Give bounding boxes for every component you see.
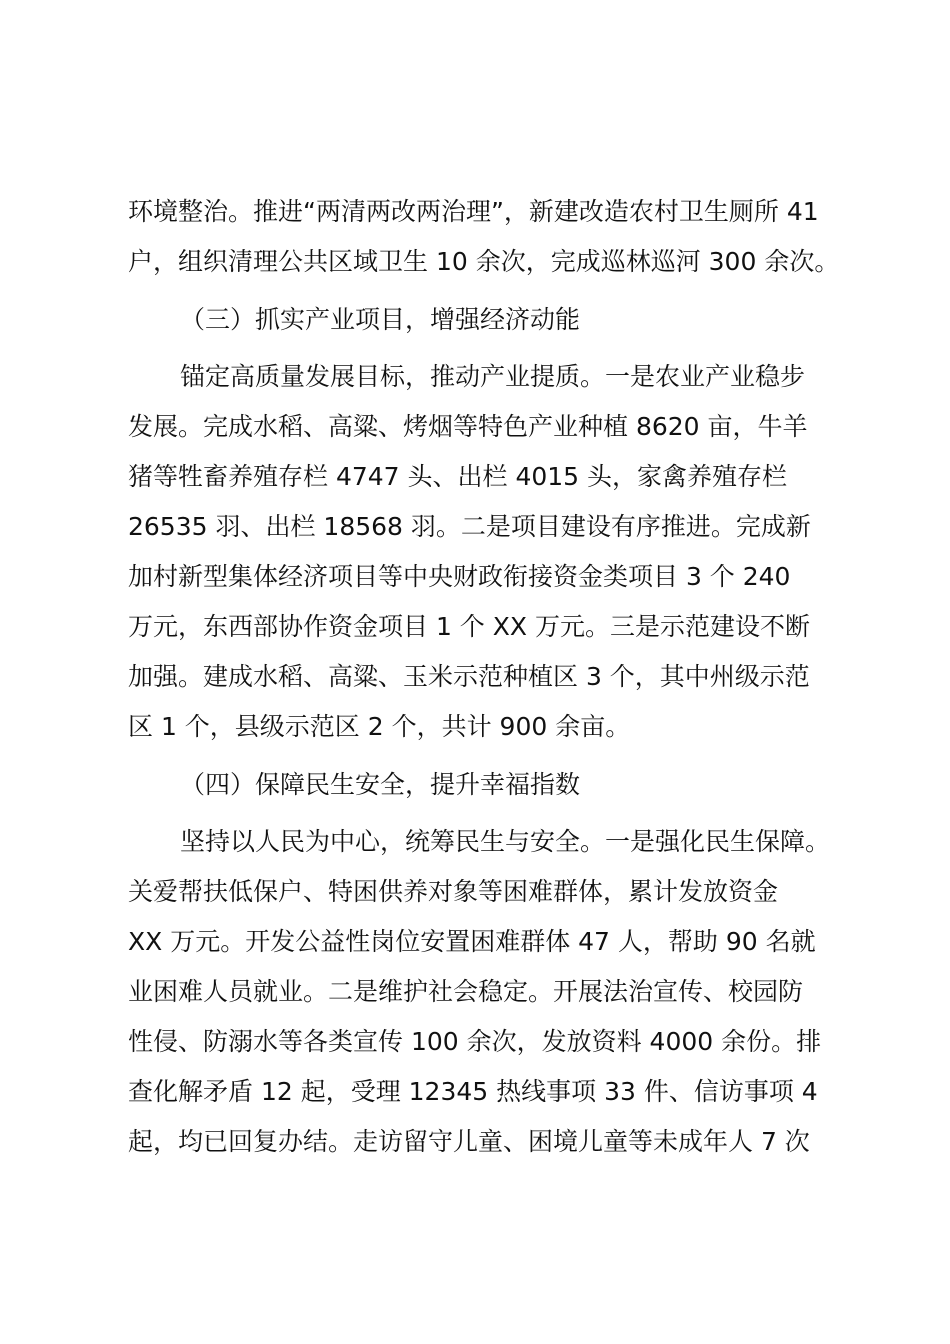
text-line-6: 猪等牲畜养殖存栏 4747 头、出栏 4015 头，家禽养殖存栏 bbox=[128, 462, 788, 491]
text-line-9: 万元，东西部协作资金项目 1 个 XX 万元。三是示范建设不断 bbox=[128, 612, 810, 641]
text-line-16: 业困难人员就业。二是维护社会稳定。开展法治宣传、校园防 bbox=[128, 977, 804, 1006]
text-line-7: 26535 羽、出栏 18568 羽。二是项目建设有序推进。完成新 bbox=[128, 512, 811, 541]
text-line-5: 发展。完成水稻、高粱、烤烟等特色产业种植 8620 亩，牛羊 bbox=[128, 412, 808, 441]
text-line-11: 区 1 个，县级示范区 2 个，共计 900 余亩。 bbox=[128, 712, 631, 741]
text-line-8: 加村新型集体经济项目等中央财政衔接资金类项目 3 个 240 bbox=[128, 562, 791, 591]
text-line-17: 性侵、防溺水等各类宣传 100 余次，发放资料 4000 余份。排 bbox=[128, 1027, 822, 1056]
paragraph-start-4: 坚持以人民为中心，统筹民生与安全。一是强化民生保障。 bbox=[180, 827, 831, 856]
section-heading-4: （四）保障民生安全，提升幸福指数 bbox=[180, 770, 581, 799]
text-line-14: 关爱帮扶低保户、特困供养对象等困难群体，累计发放资金 bbox=[128, 877, 779, 906]
text-line-18: 查化解矛盾 12 起，受理 12345 热线事项 33 件、信访事项 4 bbox=[128, 1077, 818, 1106]
text-line-15: XX 万元。开发公益性岗位安置困难群体 47 人，帮助 90 名就 bbox=[128, 927, 816, 956]
section-heading-3: （三）抓实产业项目，增强经济动能 bbox=[180, 305, 581, 334]
text-line-2: 户，组织清理公共区域卫生 10 余次，完成巡林巡河 300 余次。 bbox=[128, 247, 840, 276]
text-line-1: 环境整治。推进“两清两改两治理”，新建改造农村卫生厕所 41 bbox=[128, 197, 819, 226]
paragraph-start-3: 锚定高质量发展目标，推动产业提质。一是农业产业稳步 bbox=[180, 362, 806, 391]
text-line-19: 起，均已回复办结。走访留守儿童、困境儿童等未成年人 7 次 bbox=[128, 1127, 810, 1156]
text-line-10: 加强。建成水稻、高粱、玉米示范种植区 3 个，其中州级示范 bbox=[128, 662, 810, 691]
